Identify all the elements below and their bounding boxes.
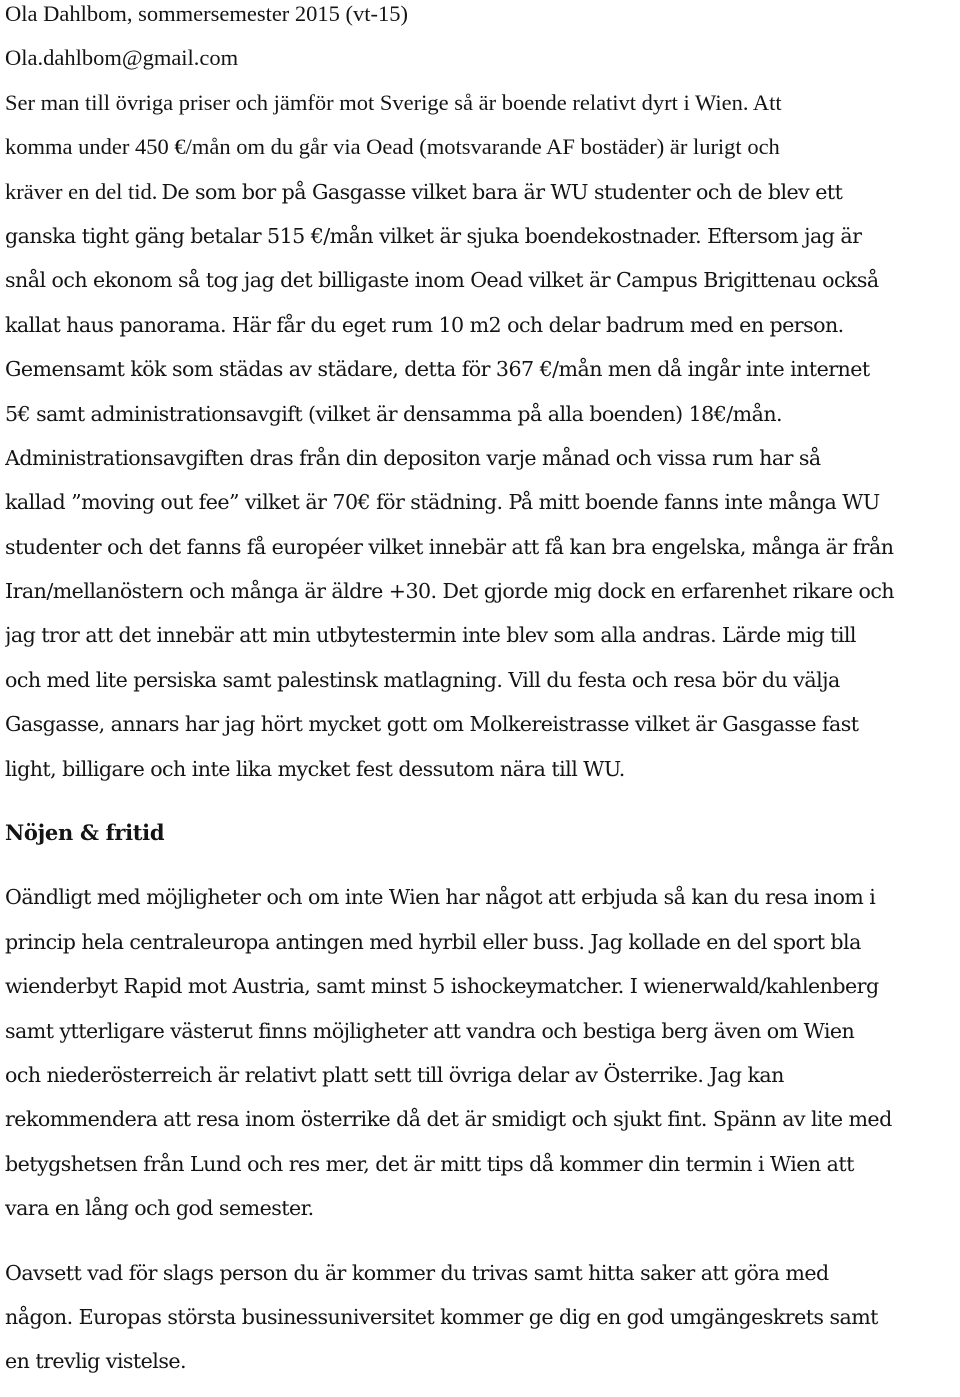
mixed-font-line	[5, 170, 960, 214]
body-line: jag tror att det innebär att min utbytestermin inte blev som alla andras. Lärde mig till	[5, 623, 856, 648]
spacer	[5, 1231, 960, 1251]
body-line: Gasgasse, annars har jag hört mycket gott om Molkereistrasse vilket är Gasgasse fast	[5, 712, 859, 737]
body-line: snål och ekonom så tog jag det billigaste inom Oead vilket är Campus Brigittenau också	[5, 268, 879, 293]
body-line: och med lite persiska samt palestinsk matlagning. Vill du festa och resa bör du välja	[5, 667, 840, 692]
intro-line: kräver en del tid.	[5, 178, 158, 204]
section-line: samt ytterligare västerut finns möjligheter att vandra och bestiga berg även om Wien	[5, 1018, 855, 1043]
body-line: studenter och det fanns få européer vilket innebär att få kan bra engelska, många är från	[5, 534, 894, 559]
section-line: betygshetsen från Lund och res mer, det är mitt tips då kommer din termin i Wien att	[5, 1151, 854, 1176]
section-line: wienderbyt Rapid mot Austria, samt minst 5 ishockeymatcher. I wienerwald/kahlenberg	[5, 974, 879, 999]
closing-line: en trevlig vistelse.	[5, 1349, 186, 1374]
section-line: rekommendera att resa inom österrike då det är smidigt och sjukt fint. Spänn av lite med	[5, 1107, 892, 1132]
intro-line: komma under 450 €/mån om du går via Oead (motsvarande AF bostäder) är lurigt och	[5, 134, 780, 160]
body-line: Administrationsavgiften dras från din depositon varje månad och vissa rum har så	[5, 445, 821, 470]
body-line: Iran/mellanöstern och många är äldre +30. Det gjorde mig dock en erfarenhet rikare och	[5, 579, 895, 604]
intro-line: Ser man till övriga priser och jämför mot Sverige så är boende relativt dyrt i Wien. Att	[5, 89, 782, 115]
spacer	[5, 791, 960, 811]
author-line: Ola Dahlbom, sommersemester 2015 (vt-15)	[5, 1, 409, 26]
body-line: kallad ”moving out fee” vilket är 70€ för städning. På mitt boende fanns inte många WU	[5, 490, 880, 515]
section-heading: Nöjen & fritid	[5, 820, 165, 846]
document-page	[5, 0, 960, 1384]
body-line: kallat haus panorama. Här får du eget rum 10 m2 och delar badrum med en person.	[5, 312, 844, 337]
section-line: princip hela centraleuropa antingen med hyrbil eller buss. Jag kollade en del sport bla	[5, 929, 861, 954]
body-line: De som bor på Gasgasse vilket bara är WU studenter och de blev ett	[161, 179, 843, 204]
closing-line: någon. Europas största businessuniversitet kommer ge dig en god umgängeskrets samt	[5, 1304, 878, 1329]
section-line: Oändligt med möjligheter och om inte Wien har något att erbjuda så kan du resa inom i	[5, 885, 876, 910]
spacer	[5, 855, 960, 875]
body-line: ganska tight gäng betalar 515 €/mån vilket är sjuka boendekostnader. Eftersom jag är	[5, 223, 862, 248]
body-line: 5€ samt administrationsavgift (vilket är densamma på alla boenden) 18€/mån.	[5, 401, 783, 426]
section-line: vara en lång och god semester.	[5, 1196, 314, 1221]
closing-line: Oavsett vad för slags person du är kommer du trivas samt hitta saker att göra med	[5, 1260, 829, 1285]
email-text: Ola.dahlbom@gmail.com	[5, 45, 239, 71]
body-line: Gemensamt kök som städas av städare, detta för 367 €/mån men då ingår inte internet	[5, 357, 870, 382]
section-line: och niederösterreich är relativt platt sett till övriga delar av Österrike. Jag kan	[5, 1062, 784, 1087]
body-line: light, billigare och inte lika mycket fest dessutom nära till WU.	[5, 756, 625, 781]
